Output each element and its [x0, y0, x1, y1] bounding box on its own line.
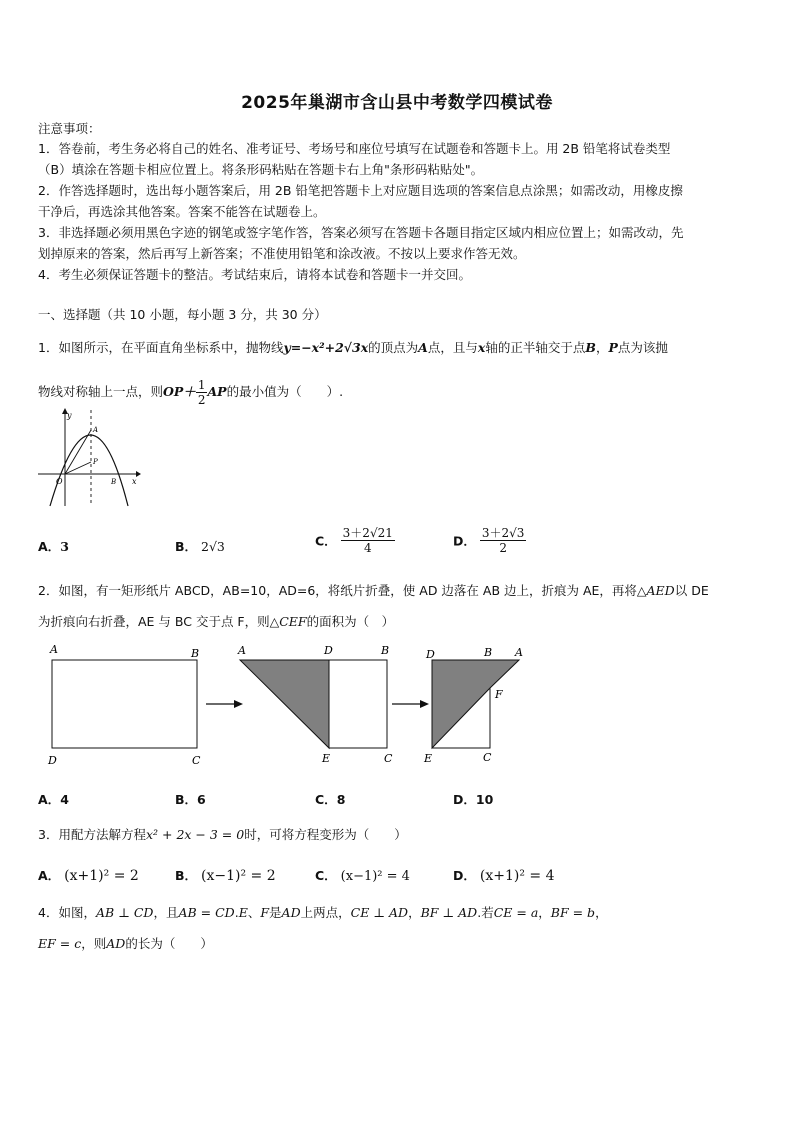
- q1-op-term: OP＋: [163, 384, 196, 399]
- q1-option-b[interactable]: [175, 537, 225, 555]
- fig-label-o: O: [56, 477, 63, 486]
- q4-math: CE = a: [493, 905, 539, 920]
- q1-option-a[interactable]: [38, 537, 69, 555]
- q4-math: EF = c: [38, 936, 82, 951]
- q1-line2: [38, 378, 758, 407]
- fig3-label-f: F: [495, 688, 503, 701]
- q1-option-c[interactable]: [315, 526, 395, 555]
- q4-math: AB ⊥ CD: [95, 905, 154, 920]
- q1-text: ，: [595, 340, 609, 355]
- option-label: D．: [453, 533, 476, 549]
- fig2-label-a: A: [238, 644, 246, 657]
- fig-label-y: y: [67, 411, 72, 420]
- q1-text: 的最小值为（ ）.: [226, 384, 344, 399]
- q1-parabola-figure: [36, 404, 146, 508]
- q4-text: ，: [595, 905, 608, 920]
- option-label: A．: [38, 792, 61, 807]
- fig3-label-b: B: [484, 646, 493, 659]
- q1-text: 轴的正半轴交于点: [485, 340, 586, 355]
- fig-label-b: B: [111, 478, 117, 486]
- q3-option-a[interactable]: [38, 866, 139, 884]
- q3-option-c[interactable]: [315, 866, 410, 884]
- q2-text: 的面积为（ ）: [306, 614, 395, 629]
- option-label: B．: [175, 792, 198, 807]
- fig-label-a: A: [93, 426, 99, 434]
- q4-math: E: [238, 905, 248, 920]
- q3-text: 3．用配方法解方程: [38, 827, 146, 842]
- q2-option-a[interactable]: [38, 790, 69, 808]
- fig2-label-b: B: [381, 644, 390, 657]
- q4-math: BF ⊥ AD: [420, 905, 478, 920]
- notice-line: 3．非选择题必须用黑色字迹的钢笔或签字笔作答，答案必须写在答题卡各题目指定区域内相应位置上；如需改动，先: [38, 225, 684, 240]
- q1-point-a: A: [418, 340, 428, 355]
- q4-text: .: [234, 905, 239, 920]
- option-label: C．: [315, 868, 337, 883]
- option-fraction: [480, 526, 527, 555]
- fig1-label-b: B: [191, 647, 200, 660]
- notice-line: 1．答卷前，考生务必将自己的姓名、准考证号、考场号和座位号填写在试题卷和答题卡上。用 2B 铅笔将试卷类型: [38, 141, 671, 156]
- fig3-label-e: E: [424, 752, 433, 765]
- q1-line1: [38, 337, 758, 358]
- q2-triangle-cef: △CEF: [269, 614, 307, 629]
- notice-line: 2．作答选择题时，选出每小题答案后，用 2B 铅笔把答题卡上对应题目选项的答案信息点涂黑；如需改动，用橡皮擦: [38, 183, 683, 198]
- fig2-label-c: C: [384, 752, 393, 765]
- q2-text: 以 DE: [674, 583, 709, 598]
- q4-text: 是: [269, 905, 282, 920]
- q3-options: [38, 866, 758, 888]
- q1-text: 点，且与: [427, 340, 478, 355]
- q2-option-d[interactable]: [453, 790, 493, 808]
- option-value: 6: [197, 792, 206, 807]
- option-label: C．: [315, 533, 337, 549]
- q4-math: F: [260, 905, 270, 920]
- q1-point-p: P: [608, 340, 618, 355]
- q2-text: 为折痕向右折叠，AE 与 BC 交于点 F，则: [38, 614, 270, 629]
- option-label: C．: [315, 792, 337, 807]
- notice-line: 4．考生必须保证答题卡的整洁。考试结束后，请将本试卷和答题卡一并交回。: [38, 267, 471, 282]
- fraction-numerator: 1: [197, 378, 206, 392]
- q4-text: ，: [538, 905, 551, 920]
- fig-label-p: P: [93, 458, 98, 466]
- q2-line2: [38, 611, 758, 632]
- q4-text: ，则: [81, 936, 107, 951]
- fig1-label-a: A: [50, 643, 58, 656]
- q4-math: AD: [106, 936, 126, 951]
- option-value: (x−1)² = 2: [201, 868, 276, 884]
- option-value: 8: [336, 792, 346, 807]
- fig3-label-c: C: [483, 751, 492, 764]
- fig1-label-d: D: [48, 754, 57, 767]
- notice-line: 划掉原来的答案，然后再写上新答案；不准使用铅笔和涂改液。不按以上要求作答无效。: [38, 246, 526, 261]
- q1-point-b: B: [585, 340, 596, 355]
- fraction-numerator: 3＋2√21: [342, 526, 393, 540]
- q1-x-axis: x: [477, 340, 486, 355]
- q4-text: 的长为（ ）: [125, 936, 213, 951]
- notice-heading: 注意事项：: [38, 121, 101, 136]
- option-value: 10: [475, 792, 494, 807]
- fraction-denominator: 2: [197, 393, 206, 407]
- q4-line1: [38, 902, 758, 923]
- q1-text: 的顶点为: [368, 340, 419, 355]
- q1-fraction-half: [196, 378, 208, 407]
- option-label: A．: [38, 868, 61, 883]
- q2-line1: [38, 580, 758, 601]
- option-value: 4: [60, 792, 69, 807]
- q3-option-d[interactable]: [453, 866, 554, 884]
- fraction-denominator: 2: [499, 541, 507, 555]
- q1-options: [38, 526, 758, 566]
- fig-label-x: x: [132, 477, 137, 486]
- q1-parabola-equation: y=−x²+2√3x: [283, 340, 369, 355]
- q4-text: 上两点，: [300, 905, 351, 920]
- q4-math: AD: [281, 905, 301, 920]
- option-value: (x+1)² = 2: [64, 868, 139, 884]
- option-value: (x−1)² = 4: [340, 869, 410, 884]
- fraction-denominator: 4: [363, 541, 372, 555]
- q4-math: AB = CD: [178, 905, 235, 920]
- q2-text: 2．如图，有一矩形纸片 ABCD，AB=10，AD=6，将纸片折叠，使 AD 边落在 AB 边上，折痕为 AE，再将: [38, 583, 637, 598]
- option-value: (x+1)² = 4: [479, 868, 555, 884]
- fig3-label-a: A: [515, 646, 523, 659]
- q4-text: ，且: [153, 905, 179, 920]
- option-label: D．: [453, 792, 476, 807]
- q3-option-b[interactable]: [175, 866, 276, 884]
- notice-line: （B）填涂在答题卡相应位置上。将条形码粘贴在答题卡右上角"条形码粘贴处"。: [38, 162, 484, 177]
- option-value: 2√3: [201, 539, 225, 554]
- q4-text: 4．如图，: [38, 905, 96, 920]
- q4-line2: [38, 933, 758, 954]
- q2-option-c[interactable]: [315, 790, 345, 808]
- q4-text: ，: [408, 905, 421, 920]
- option-value: 3: [60, 539, 69, 554]
- fig2-label-e: E: [322, 752, 331, 765]
- fig3-label-d: D: [426, 648, 435, 661]
- option-label: D．: [453, 868, 476, 883]
- q1-text: 物线对称轴上一点，则: [38, 384, 164, 399]
- fig1-label-c: C: [192, 754, 201, 767]
- q2-folding-figure: [40, 640, 540, 770]
- notice-list: [38, 138, 758, 285]
- option-label: B．: [175, 868, 198, 883]
- page-title: 2025年巢湖市含山县中考数学四模试卷: [241, 93, 553, 113]
- option-fraction: [341, 526, 395, 555]
- q3-equation: x² + 2x − 3 = 0: [145, 827, 245, 842]
- q1-text: 点为该抛: [617, 340, 668, 355]
- q3-text: 时，可将方程变形为（ ）: [244, 827, 407, 842]
- q4-text: .若: [477, 905, 494, 920]
- fig2-label-d: D: [324, 644, 333, 657]
- q2-options: [38, 790, 758, 810]
- notice-line: 干净后，再选涂其他答案。答案不能答在试题卷上。: [38, 204, 326, 219]
- q3-line: [38, 824, 758, 845]
- q2-option-b[interactable]: [175, 790, 206, 808]
- q1-text: 1．如图所示，在平面直角坐标系中，抛物线: [38, 340, 284, 355]
- fraction-numerator: 3＋2√3: [481, 526, 525, 540]
- q4-text: 、: [247, 905, 261, 920]
- q4-math: CE ⊥ AD: [350, 905, 409, 920]
- q2-triangle-aed: △AED: [636, 583, 675, 598]
- q1-option-d[interactable]: [453, 526, 526, 555]
- q4-math: BF = b: [550, 905, 596, 920]
- option-label: B．: [175, 539, 198, 554]
- option-label: A．: [38, 539, 61, 554]
- q1-ap-term: AP: [207, 384, 227, 399]
- section-heading: 一、选择题（共 10 小题，每小题 3 分，共 30 分）: [38, 307, 327, 322]
